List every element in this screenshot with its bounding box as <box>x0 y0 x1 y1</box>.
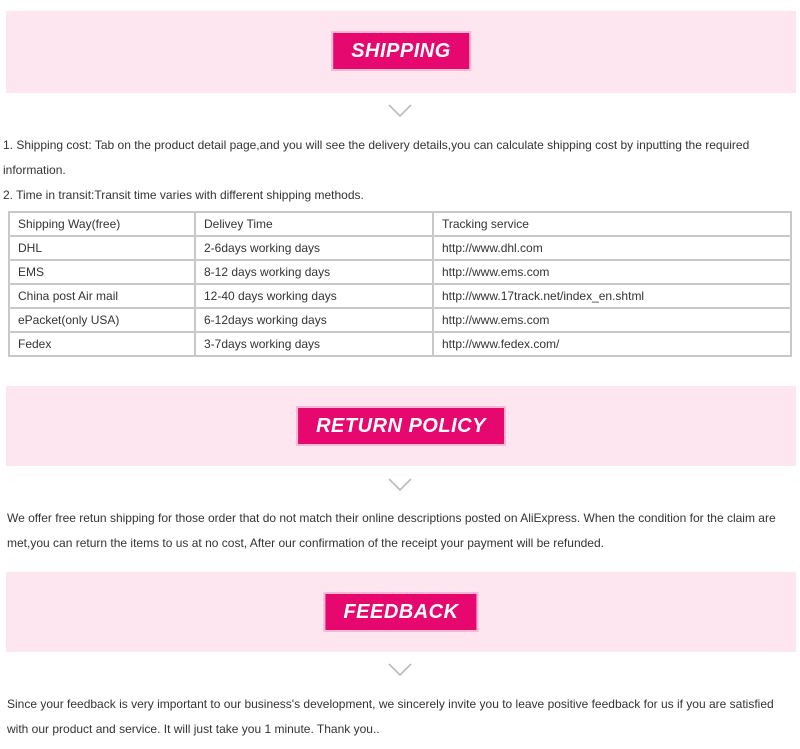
transit-time-text: 2. Time in transit:Transit time varies with different shipping methods. <box>3 188 364 202</box>
return-policy-title: RETURN POLICY <box>298 408 504 444</box>
table-cell: 3-7days working days <box>195 332 433 356</box>
table-cell: DHL <box>9 236 195 260</box>
table-cell: ePacket(only USA) <box>9 308 195 332</box>
table-row <box>9 260 791 284</box>
table-header-row <box>9 212 791 236</box>
return-policy-banner <box>6 386 796 466</box>
shipping-cost-text: 1. Shipping cost: Tab on the product detail page,and you will see the delivery details,you can calculate shipping cost by inputting the required <box>3 138 750 152</box>
return-policy-text-line2: met,you can return the items to us at no cost, After our confirmation of the receipt your payment will be refunded. <box>7 536 604 550</box>
chevron-down-icon <box>388 663 412 677</box>
table-row <box>9 332 791 356</box>
shipping-title: SHIPPING <box>333 33 469 69</box>
table-cell: http://www.fedex.com/ <box>433 332 791 356</box>
shipping-banner <box>6 11 796 93</box>
chevron-down-icon <box>388 478 412 492</box>
shipping-cost-text-cont: information. <box>3 163 66 177</box>
table-cell: Fedex <box>9 332 195 356</box>
table-cell: http://www.dhl.com <box>433 236 791 260</box>
feedback-text-line1: Since your feedback is very important to our business's development, we sincerely invite you to leave positive feedback for us if you are satisfied <box>7 697 774 711</box>
table-cell: http://www.17track.net/index_en.shtml <box>433 284 791 308</box>
table-cell: 2-6days working days <box>195 236 433 260</box>
table-cell: http://www.ems.com <box>433 260 791 284</box>
return-policy-text-line1: We offer free retun shipping for those order that do not match their online descriptions posted on AliExpress. When the condition for the claim are <box>7 511 776 525</box>
column-header-tracking-service: Tracking service <box>433 212 791 236</box>
table-cell: EMS <box>9 260 195 284</box>
chevron-down-icon <box>388 104 412 118</box>
table-cell: http://www.ems.com <box>433 308 791 332</box>
table-row <box>9 236 791 260</box>
column-header-shipping-way: Shipping Way(free) <box>9 212 195 236</box>
table-cell: China post Air mail <box>9 284 195 308</box>
table-row <box>9 284 791 308</box>
feedback-title: FEEDBACK <box>325 594 476 630</box>
table-cell: 12-40 days working days <box>195 284 433 308</box>
feedback-text-line2: with our product and service. It will just take you 1 minute. Thank you.. <box>7 722 380 736</box>
table-row <box>9 308 791 332</box>
shipping-table <box>8 211 792 357</box>
table-cell: 6-12days working days <box>195 308 433 332</box>
column-header-delivery-time: Delivey Time <box>195 212 433 236</box>
feedback-banner <box>6 572 796 652</box>
table-cell: 8-12 days working days <box>195 260 433 284</box>
